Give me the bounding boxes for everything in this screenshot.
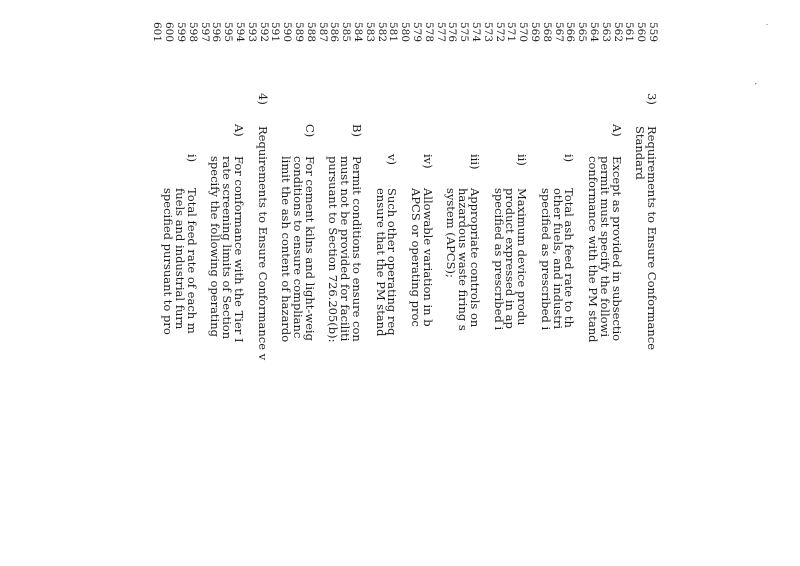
line-number: 564 bbox=[588, 21, 600, 42]
line-number: 575 bbox=[458, 21, 471, 42]
body-text-line: must not be provided for faciliti bbox=[338, 156, 353, 342]
list-marker: A) bbox=[609, 124, 624, 137]
line-number: 598 bbox=[186, 21, 199, 42]
line-number: 571 bbox=[505, 21, 518, 42]
line-number: 590 bbox=[281, 21, 294, 42]
line-number: 574 bbox=[470, 21, 482, 42]
list-marker: i) bbox=[562, 154, 577, 163]
body-text-line: rate screening limits of Section bbox=[220, 156, 235, 340]
line-number: 573 bbox=[481, 21, 494, 42]
line-number: 578 bbox=[422, 21, 435, 42]
list-marker: iv) bbox=[420, 154, 435, 169]
body-text-line: limit the ash content of hazardo bbox=[279, 156, 294, 343]
line-number: 589 bbox=[293, 21, 305, 42]
body-text-line: ensure that the PM stand bbox=[373, 188, 388, 337]
line-number: 579 bbox=[411, 21, 423, 42]
body-text-line: APCS or operating proc bbox=[409, 188, 423, 327]
body-text-line: Such other operating req bbox=[385, 188, 400, 336]
body-text-line: Permit conditions to ensure con bbox=[350, 156, 364, 342]
line-number: 580 bbox=[399, 21, 412, 42]
line-number: 572 bbox=[493, 21, 506, 42]
line-number: 587 bbox=[316, 21, 329, 42]
line-number: 593 bbox=[245, 21, 258, 42]
body-text-line: specify the following operating bbox=[208, 156, 223, 338]
body-text-line: Requirements to Ensure Conformance v bbox=[255, 126, 270, 361]
line-number: 561 bbox=[623, 21, 636, 42]
body-text-line: For conformance with the Tier I bbox=[232, 156, 246, 343]
list-marker: i) bbox=[184, 154, 199, 163]
body-text-line: Total feed rate of each m bbox=[184, 188, 199, 334]
line-number: 568 bbox=[540, 21, 553, 42]
scan-speck-mark: · bbox=[749, 82, 760, 86]
list-marker: 4) bbox=[255, 93, 270, 105]
line-number: 570 bbox=[517, 21, 530, 42]
line-number: 594 bbox=[234, 21, 246, 42]
line-number: 600 bbox=[163, 21, 176, 42]
line-number: 585 bbox=[340, 21, 353, 42]
list-marker: ii) bbox=[515, 154, 530, 166]
line-number: 584 bbox=[352, 21, 364, 42]
body-text-line: Requirements to Ensure Conformance bbox=[645, 126, 659, 350]
line-number: 576 bbox=[446, 21, 459, 42]
body-text-line: Appropriate controls on bbox=[468, 188, 482, 328]
line-number: 592 bbox=[257, 21, 270, 42]
line-number: 566 bbox=[564, 21, 577, 42]
line-number: 596 bbox=[210, 21, 223, 42]
list-marker: 3) bbox=[645, 93, 659, 105]
line-number: 586 bbox=[328, 21, 341, 42]
line-number: 559 bbox=[647, 21, 659, 42]
line-number: 560 bbox=[635, 21, 648, 42]
body-text-line: other fuels, and industri bbox=[550, 188, 565, 330]
list-marker: A) bbox=[232, 124, 246, 137]
line-number: 582 bbox=[375, 21, 388, 42]
line-number: 565 bbox=[576, 21, 589, 42]
line-number: 583 bbox=[363, 21, 376, 42]
line-number: 581 bbox=[387, 21, 400, 42]
body-text-line: specified as prescribed i bbox=[491, 188, 506, 331]
line-number: 577 bbox=[434, 21, 447, 42]
line-number: 591 bbox=[269, 21, 282, 42]
body-text-line: product expressed in ap bbox=[503, 188, 518, 329]
line-number: 569 bbox=[529, 21, 541, 42]
line-number: 595 bbox=[222, 21, 235, 42]
line-number: 563 bbox=[599, 21, 612, 42]
body-text-line: Allowable variation in b bbox=[420, 188, 435, 327]
body-text-line: permit must specify the followi bbox=[597, 156, 612, 338]
list-marker: v) bbox=[385, 154, 400, 165]
body-text-line: specified pursuant to pro bbox=[161, 188, 176, 335]
line-number: 597 bbox=[198, 21, 211, 42]
list-marker: iii) bbox=[468, 154, 482, 170]
body-text-line: specified as prescribed i bbox=[538, 188, 553, 331]
line-number: 562 bbox=[611, 21, 624, 42]
body-text-line: Maximum device produ bbox=[515, 188, 530, 326]
body-text-line: hazardous waste firing s bbox=[456, 188, 471, 331]
body-text-line: conditions to ensure complianc bbox=[291, 156, 305, 339]
body-text-line: For cement kilns and light-weig bbox=[302, 156, 317, 341]
body-text-line: Total ash feed rate to th bbox=[562, 188, 577, 328]
scan-speck-mark: ˙ bbox=[757, 22, 768, 27]
list-marker: B) bbox=[350, 124, 364, 137]
line-number: 601 bbox=[151, 21, 164, 42]
body-text-line: pursuant to Section 726.205(b): bbox=[326, 156, 341, 343]
body-text-line: Standard bbox=[633, 126, 648, 180]
body-text-line: Except as provided in subsectio bbox=[609, 156, 624, 342]
line-number: 599 bbox=[175, 21, 187, 42]
body-text-line: fuels and industrial furn bbox=[173, 188, 187, 330]
line-number: 567 bbox=[552, 21, 565, 42]
body-text-line: system (APCS); bbox=[444, 188, 459, 278]
list-marker: C) bbox=[302, 124, 317, 138]
line-number: 588 bbox=[304, 21, 317, 42]
body-text-line: conformance with the PM stand bbox=[586, 156, 600, 343]
